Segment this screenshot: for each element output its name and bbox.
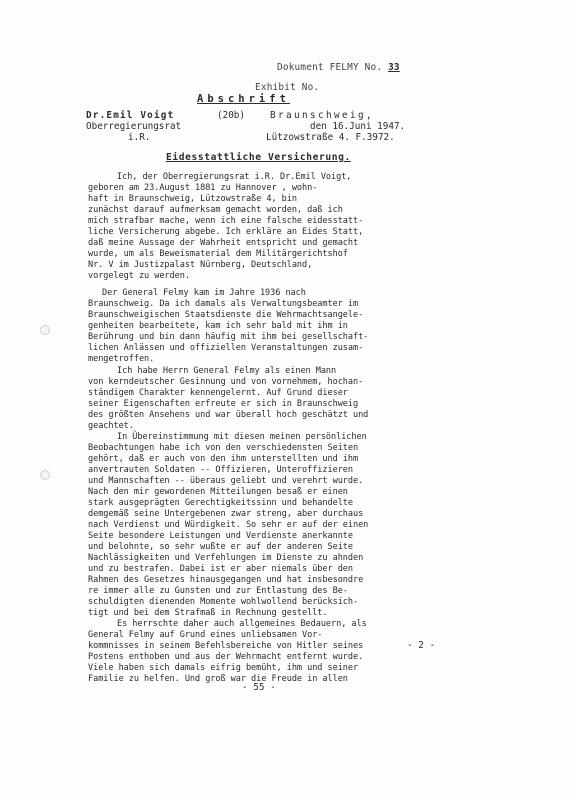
continuation-marker: - 2 - [407, 640, 436, 651]
body-line: Postens enthoben und aus der Wehrmacht entfernt wurde. [88, 652, 364, 662]
body-line: Es herrschte daher auch allgemeines Bedauern, als [117, 619, 367, 629]
body-line: Ich habe Herrn General Felmy als einen Mann [117, 366, 337, 376]
declaration-heading: Eidesstattliche Versicherung. [166, 152, 351, 163]
body-line: vorgelegt zu werden. [88, 271, 190, 281]
sender-date: den 16.Juni 1947. [310, 121, 406, 132]
punch-hole-top [40, 325, 50, 335]
body-line: demgemäß seine Untergebenen zwar streng, aber durchaus [88, 509, 364, 519]
page-number: - 55 - [242, 682, 276, 693]
sender-retired: i.R. [128, 132, 151, 143]
sender-position: Oberregierungsrat [86, 121, 182, 132]
body-line: Viele haben sich damals eifrig bemüht, ihm und seiner [88, 663, 359, 673]
body-line: seiner Eigenschaften erfreute er sich in Braunschweig [88, 399, 359, 409]
body-line: Familie zu helfen. Und groß war die Freude in allen [88, 674, 348, 684]
body-line: haft in Braunschweig, Lützowstraße 4, bin [88, 194, 297, 204]
body-line: nach Verdienst und Würdigkeit. So sehr er auf der einen [88, 520, 369, 530]
body-line: geachtet. [88, 421, 134, 431]
exhibit-label: Exhibit No. [255, 82, 320, 93]
body-line: wurde, um als Beweismaterial dem Militärgerichtshof [88, 249, 348, 259]
body-line: anvertrauten Soldaten -- Offizieren, Unteroffizieren [88, 465, 353, 475]
body-line: General Felmy auf Grund eines unliebsamen Vor- [88, 630, 323, 640]
body-line: kommnisses in seinem Befehlsbereiche von Hitler seines [88, 641, 364, 651]
sender-city: Braunschweig, [270, 110, 374, 121]
sender-name: Dr.Emil Voigt [86, 110, 175, 121]
body-line: schuldigten dienenden Momente wohlwollend berücksich- [88, 597, 359, 607]
body-line: mengetroffen. [88, 354, 155, 364]
body-line: ständigem Charakter kennengelernt. Auf Grund dieser [88, 388, 348, 398]
body-line: re immer alle zu Gunsten und zur Entlastung des Be- [88, 586, 348, 596]
body-line: tigt und bei dem Strafmaß in Rechnung gestellt. [88, 608, 328, 618]
body-line: geboren am 23.August 1881 zu Hannover , wohn- [88, 183, 318, 193]
body-line: Berührung und bin dann häufig mit ihm bei gesellschaft- [88, 332, 369, 342]
body-line: von kerndeutscher Gesinnung und von vornehmem, hochan- [88, 377, 364, 387]
body-line: daß meine Aussage der Wahrheit entspricht und gemacht [88, 238, 359, 248]
body-line: und zu bestrafen. Dabei ist er aber niemals über den [88, 564, 353, 574]
body-line: Braunschweigischen Staatsdienste die Wehrmachtsangele- [88, 310, 364, 320]
body-line: Der General Felmy kam im Jahre 1936 nach [102, 288, 306, 298]
body-line: Beobachtungen habe ich von den verschiedensten Seiten [88, 443, 359, 453]
body-line: lichen Anlässen und offiziellen Veranstaltungen zusam- [88, 343, 364, 353]
body-line: Ich, der Oberregierungsrat i.R. Dr.Emil Voigt, [117, 172, 352, 182]
body-line: und belohnte, so sehr wußte er auf der anderen Seite [88, 542, 353, 552]
body-line: gehört, daß er auch von den ihm unterstellten und ihm [88, 454, 359, 464]
body-line: des größten Ansehens und war überall hoch geschätzt und [88, 410, 369, 420]
body-line: Nachlässigkeiten und Verfehlungen im Dienste zu ahnden [88, 553, 364, 563]
punch-hole-bottom [40, 470, 50, 480]
dokument-number: 33 [388, 62, 400, 73]
dokument-label: Dokument FELMY No. [277, 62, 383, 73]
body-line: genheiten bearbeitete, kam ich sehr bald mit ihm in [88, 321, 348, 331]
body-line: liche Versicherung abgebe. Ich erkläre an Eides Statt, [88, 227, 364, 237]
body-line: mich strafbar mache, wenn ich eine falsche eidesstatt- [88, 216, 364, 226]
document-title: Abschrift [197, 93, 290, 105]
body-line: In Übereinstimmung mit diesen meinen persönlichen [117, 432, 367, 442]
dokument-line [277, 62, 400, 73]
sender-district: (20b) [217, 110, 245, 121]
body-line: Nr. V im Justizpalast Nürnberg, Deutschland, [88, 260, 313, 270]
body-line: Nach den mir gewordenen Mitteilungen besaß er einen [88, 487, 348, 497]
body-line: stark ausgeprägten Gerechtigkeitssinn und behandelte [88, 498, 353, 508]
body-line: Braunschweig. Da ich damals als Verwaltungsbeamter im [88, 299, 359, 309]
exhibit-line [255, 82, 319, 93]
body-line: zunächst darauf aufmerksam gemacht worden, daß ich [88, 205, 343, 215]
body-line: und Mannschaften -- überaus geliebt und verehrt wurde. [88, 476, 364, 486]
body-line: Seite besondere Leistungen und Verdienste anerkannte [88, 531, 353, 541]
sender-street: Lützowstraße 4. F.3972. [266, 132, 395, 143]
body-line: Rahmen des Gesetzes hinausgegangen und hat insbesondre [88, 575, 364, 585]
